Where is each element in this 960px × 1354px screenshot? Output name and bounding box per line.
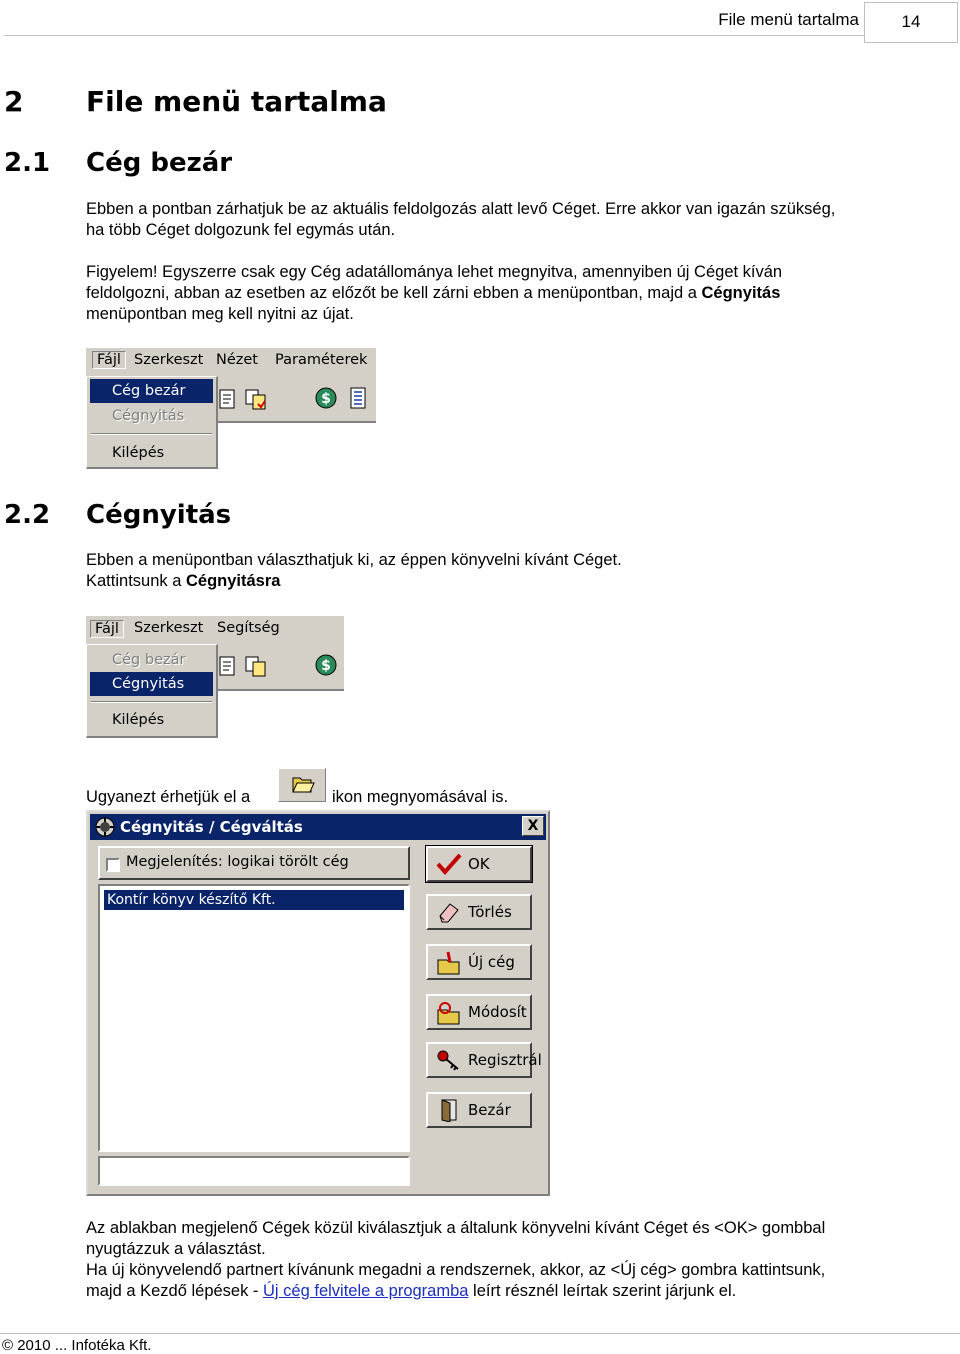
- file-dropdown: [86, 376, 218, 469]
- paragraph-cegnyitas: [86, 550, 946, 592]
- text-line: Ebben a menüpontban választhatjuk ki, az éppen könyvelni kívánt Céget.: [86, 551, 622, 569]
- delete-button[interactable]: Törlés: [426, 894, 532, 930]
- text-line: ha több Céget dolgozunk fel egymás után.: [86, 221, 396, 239]
- menu-item-ceg-bezar[interactable]: Cég bezár: [112, 652, 186, 668]
- text-line: nyugtázzuk a választást.: [86, 1240, 266, 1258]
- show-deleted-checkbox[interactable]: [106, 858, 120, 872]
- text-line: feldolgozni, abban az esetben az előzőt be kell zárni ebben a menüpontban, majd a Cégnyitás: [86, 284, 781, 302]
- menu-segitseg[interactable]: Segítség: [217, 620, 280, 636]
- text-line: menüpontban meg kell nyitni az újat.: [86, 305, 354, 323]
- close-dialog-button[interactable]: Bezár: [426, 1092, 532, 1128]
- page-number: 14: [864, 2, 958, 43]
- ok-button[interactable]: OK: [426, 846, 532, 882]
- section-number: 2.2: [4, 500, 51, 530]
- menu-item-kilepes[interactable]: Kilépés: [112, 712, 165, 728]
- open-folder-button[interactable]: [278, 768, 326, 802]
- toolbar: [216, 377, 376, 423]
- menu-bar: [86, 615, 344, 645]
- section-heading-cegnyitas: [4, 497, 231, 533]
- menu-separator: [91, 433, 212, 435]
- dialog-title: Cégnyitás / Cégváltás: [120, 818, 303, 836]
- paragraph-closing: [86, 1218, 946, 1302]
- menu-bar: [86, 347, 376, 377]
- app-icon: [95, 817, 115, 837]
- header-divider: [4, 35, 864, 36]
- close-button[interactable]: X: [522, 816, 544, 836]
- section-title: Cég bezár: [86, 148, 233, 178]
- menu-parameterek[interactable]: Paraméterek: [275, 352, 368, 368]
- paragraph-warning: [86, 262, 946, 325]
- new-company-button[interactable]: Új cég: [426, 944, 532, 980]
- section-heading-ceg-bezar: [4, 145, 232, 181]
- money-icon[interactable]: [314, 653, 338, 677]
- running-header-title: File menü tartalma: [718, 10, 859, 29]
- cegnyitasra-bold: Cégnyitásra: [185, 572, 281, 590]
- money-icon[interactable]: [314, 386, 338, 410]
- chapter-title: File menü tartalma: [86, 85, 387, 118]
- menu-nezet[interactable]: Nézet: [216, 352, 258, 368]
- open-folder-icon: [291, 773, 315, 795]
- paragraph-intro: [86, 199, 946, 241]
- text-line: Kattintsunk a Cégnyitásra: [86, 572, 281, 590]
- menu-szerkeszt[interactable]: Szerkeszt: [134, 352, 204, 368]
- modify-button[interactable]: Módosít: [426, 994, 532, 1030]
- company-list[interactable]: [98, 884, 410, 1152]
- list-document-icon[interactable]: [346, 386, 370, 410]
- eraser-icon: [436, 900, 462, 924]
- section-title: Cégnyitás: [86, 500, 232, 530]
- text-line: Ha új könyvelendő partnert kívánunk megadni a rendszernek, akkor, az <Új cég> gombra kattintsunk,: [86, 1261, 826, 1279]
- chapter-heading: [4, 82, 387, 122]
- text-line: Az ablakban megjelenő Cégek közül kiválasztjuk a általunk könyvelni kívánt Céget és <OK> gombbal: [86, 1219, 826, 1237]
- key-icon: [436, 1048, 462, 1072]
- copy-document-icon[interactable]: [244, 654, 268, 678]
- edit-folder-icon: [436, 1000, 462, 1026]
- toolbar: [216, 645, 344, 691]
- door-icon: [436, 1098, 462, 1122]
- svg-text:$: $: [321, 658, 331, 674]
- menu-item-ceg-bezar[interactable]: Cég bezár: [90, 379, 213, 403]
- checkmark-icon: [436, 852, 462, 876]
- new-folder-icon: [436, 950, 462, 976]
- cegnyitas-bold: Cégnyitás: [701, 284, 781, 302]
- menu-separator: [91, 701, 212, 703]
- icon-sentence-end: ikon megnyomásával is.: [332, 788, 509, 806]
- svg-text:$: $: [321, 391, 331, 407]
- company-open-dialog: [86, 810, 550, 1196]
- file-dropdown: [86, 644, 218, 738]
- copy-document-icon[interactable]: [244, 387, 268, 411]
- text-line: majd a Kezdő lépések - Új cég felvitele a programba leírt résznél leírtak szerint járjunk el.: [86, 1282, 737, 1300]
- menu-item-kilepes[interactable]: Kilépés: [112, 445, 165, 461]
- document-icon[interactable]: [216, 654, 240, 678]
- chapter-number: 2: [4, 85, 24, 118]
- text-line: Figyelem! Egyszerre csak egy Cég adatállománya lehet megnyitva, amennyiben új Céget kíván: [86, 263, 783, 281]
- menu-item-cegnyitas[interactable]: Cégnyitás: [90, 672, 213, 696]
- document-icon[interactable]: [216, 387, 240, 411]
- checkbox-label: Megjelenítés: logikai törölt cég: [126, 854, 349, 870]
- register-button[interactable]: Regisztrál: [426, 1042, 532, 1078]
- text-line: Ebben a pontban zárhatjuk be az aktuális feldolgozás alatt levő Céget. Erre akkor van igazán szükség,: [86, 200, 836, 218]
- copyright: © 2010 ... Infotéka Kft.: [2, 1337, 152, 1354]
- icon-sentence: Ugyanezt érhetjük el a: [86, 788, 251, 806]
- new-company-link[interactable]: Új cég felvitele a programba: [263, 1282, 469, 1300]
- menu-fajl[interactable]: Fájl: [92, 351, 126, 369]
- footer-divider: [0, 1333, 960, 1334]
- section-number: 2.1: [4, 148, 51, 178]
- menu-item-cegnyitas[interactable]: Cégnyitás: [112, 408, 185, 424]
- dialog-titlebar[interactable]: [90, 814, 546, 840]
- menu-fajl[interactable]: Fájl: [90, 620, 124, 638]
- menu-szerkeszt[interactable]: Szerkeszt: [134, 620, 204, 636]
- company-name-field[interactable]: [98, 1156, 410, 1186]
- checkbox-panel: [98, 846, 410, 880]
- list-item[interactable]: Kontír könyv készítő Kft.: [104, 890, 404, 910]
